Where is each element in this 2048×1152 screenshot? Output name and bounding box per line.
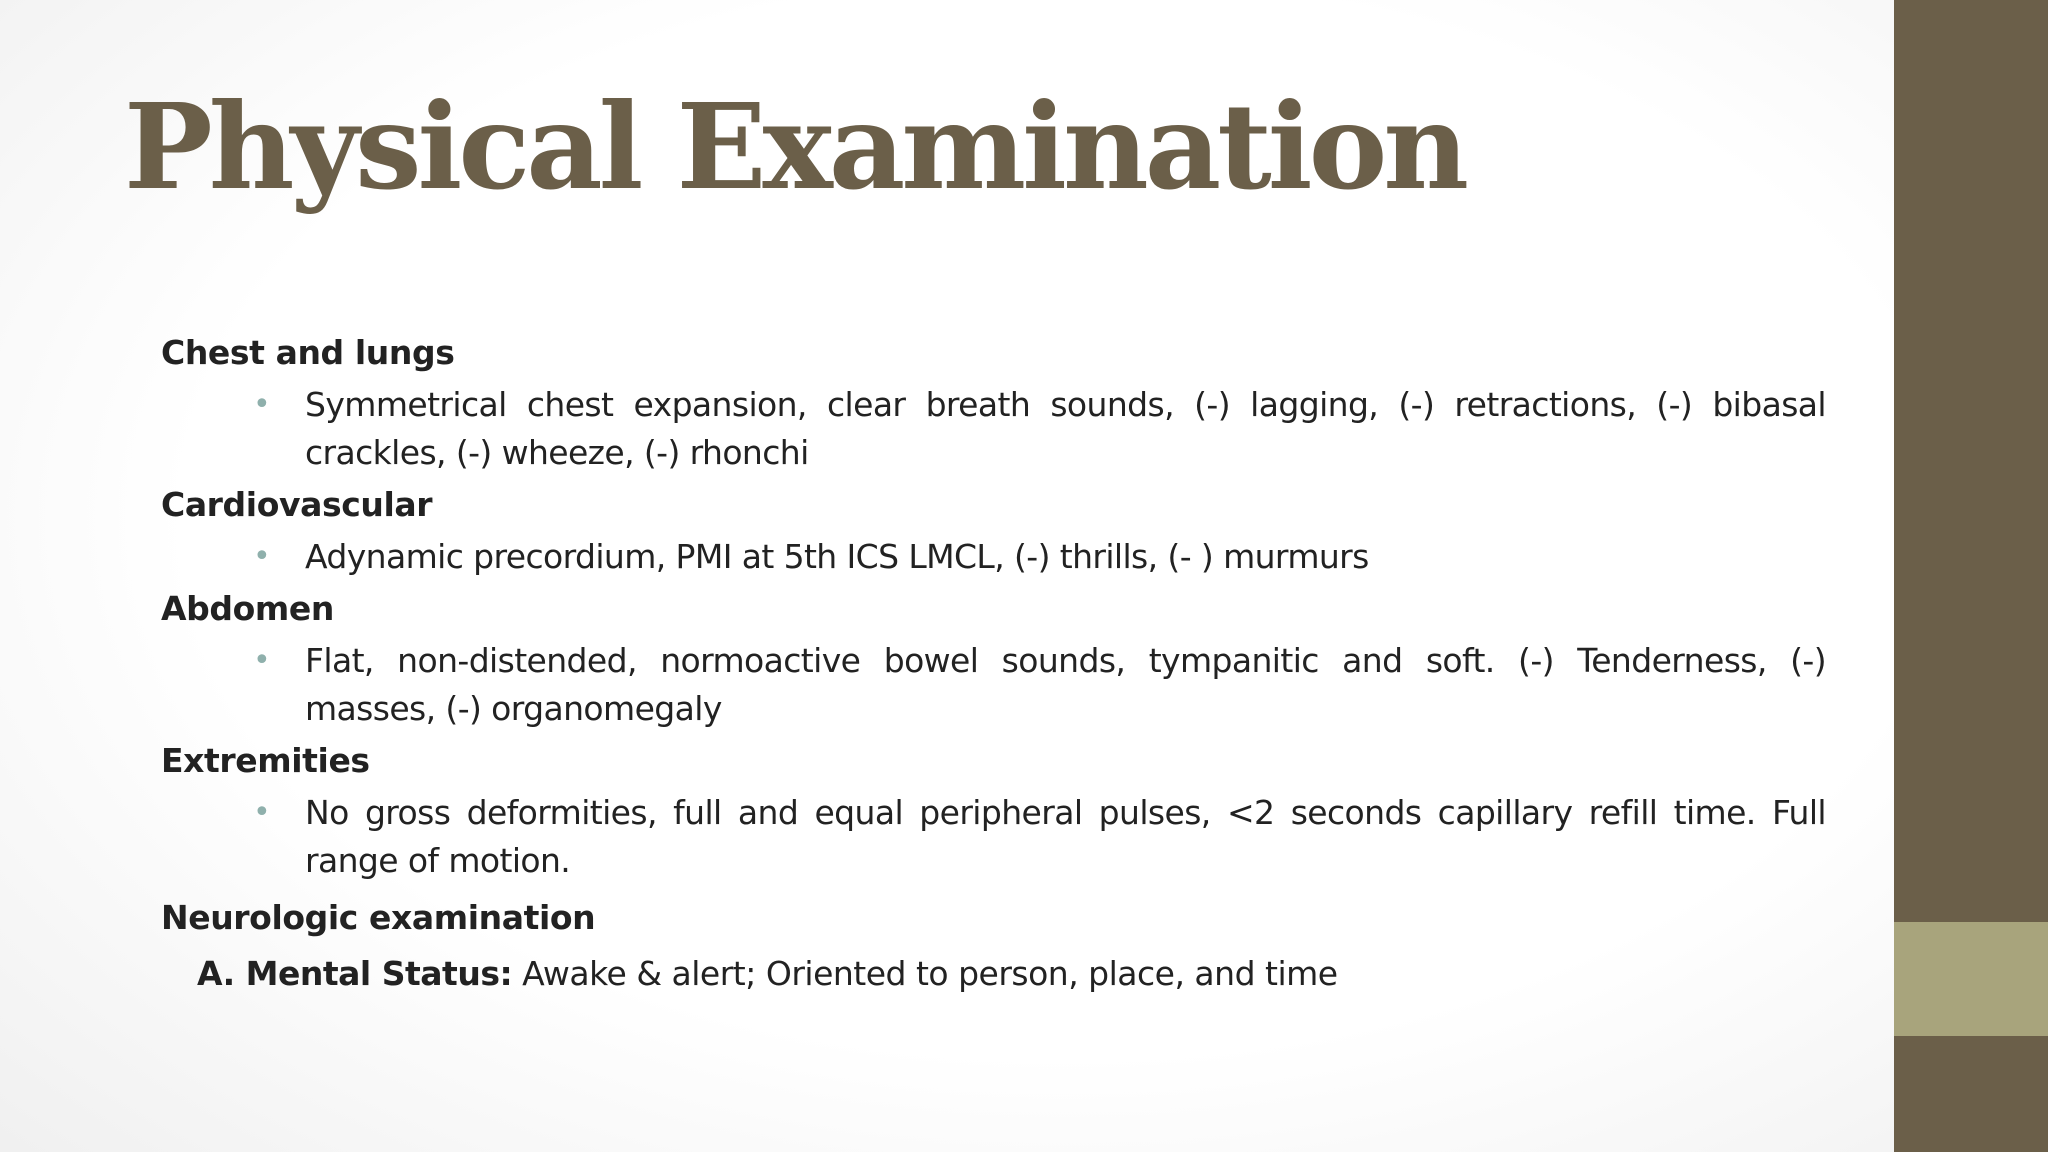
decorative-side-bar: [1894, 0, 2048, 1152]
section-heading: Chest and lungs: [161, 333, 455, 372]
section-heading: Extremities: [161, 741, 370, 780]
section-cardiovascular: [161, 480, 1826, 581]
bullet-text: Symmetrical chest expansion, clear breath sounds, (-) lagging, (-) retractions, (-) bibasal crackles, (-) wheeze, (-) rhonchi: [305, 385, 1826, 472]
section-extremities: [161, 736, 1826, 885]
bullet-icon: •: [253, 539, 271, 574]
section-heading: Cardiovascular: [161, 485, 433, 524]
slide-title: Physical Examination: [124, 77, 1466, 216]
bullet-item: [161, 637, 1826, 733]
mental-status-text: Awake & alert; Oriented to person, place, and time: [512, 954, 1338, 993]
section-abdomen: [161, 584, 1826, 733]
bullet-text: No gross deformities, full and equal peripheral pulses, <2 seconds capillary refill time. Full range of motion.: [305, 793, 1826, 880]
bullet-icon: •: [253, 643, 271, 678]
section-chest-lungs: [161, 328, 1826, 477]
bullet-text: Flat, non-distended, normoactive bowel sounds, tympanitic and soft. (-) Tenderness, (-) masses, (-) organomegaly: [305, 641, 1826, 728]
bullet-text: Adynamic precordium, PMI at 5th ICS LMCL, (-) thrills, (- ) murmurs: [305, 537, 1369, 576]
mental-status-line: [161, 949, 1826, 999]
section-neurologic: [161, 893, 1826, 999]
slide-content: [161, 328, 1826, 999]
bullet-item: [161, 381, 1826, 477]
bullet-icon: •: [253, 387, 271, 422]
bullet-item: [161, 533, 1826, 581]
side-bar-top-segment: [1894, 0, 2048, 922]
mental-status-label: A. Mental Status:: [197, 954, 513, 993]
bullet-item: [161, 789, 1826, 885]
section-heading: Neurologic examination: [161, 898, 596, 937]
side-bar-bottom-segment: [1894, 1036, 2048, 1152]
section-heading: Abdomen: [161, 589, 334, 628]
bullet-icon: •: [253, 795, 271, 830]
side-bar-accent-segment: [1894, 922, 2048, 1036]
